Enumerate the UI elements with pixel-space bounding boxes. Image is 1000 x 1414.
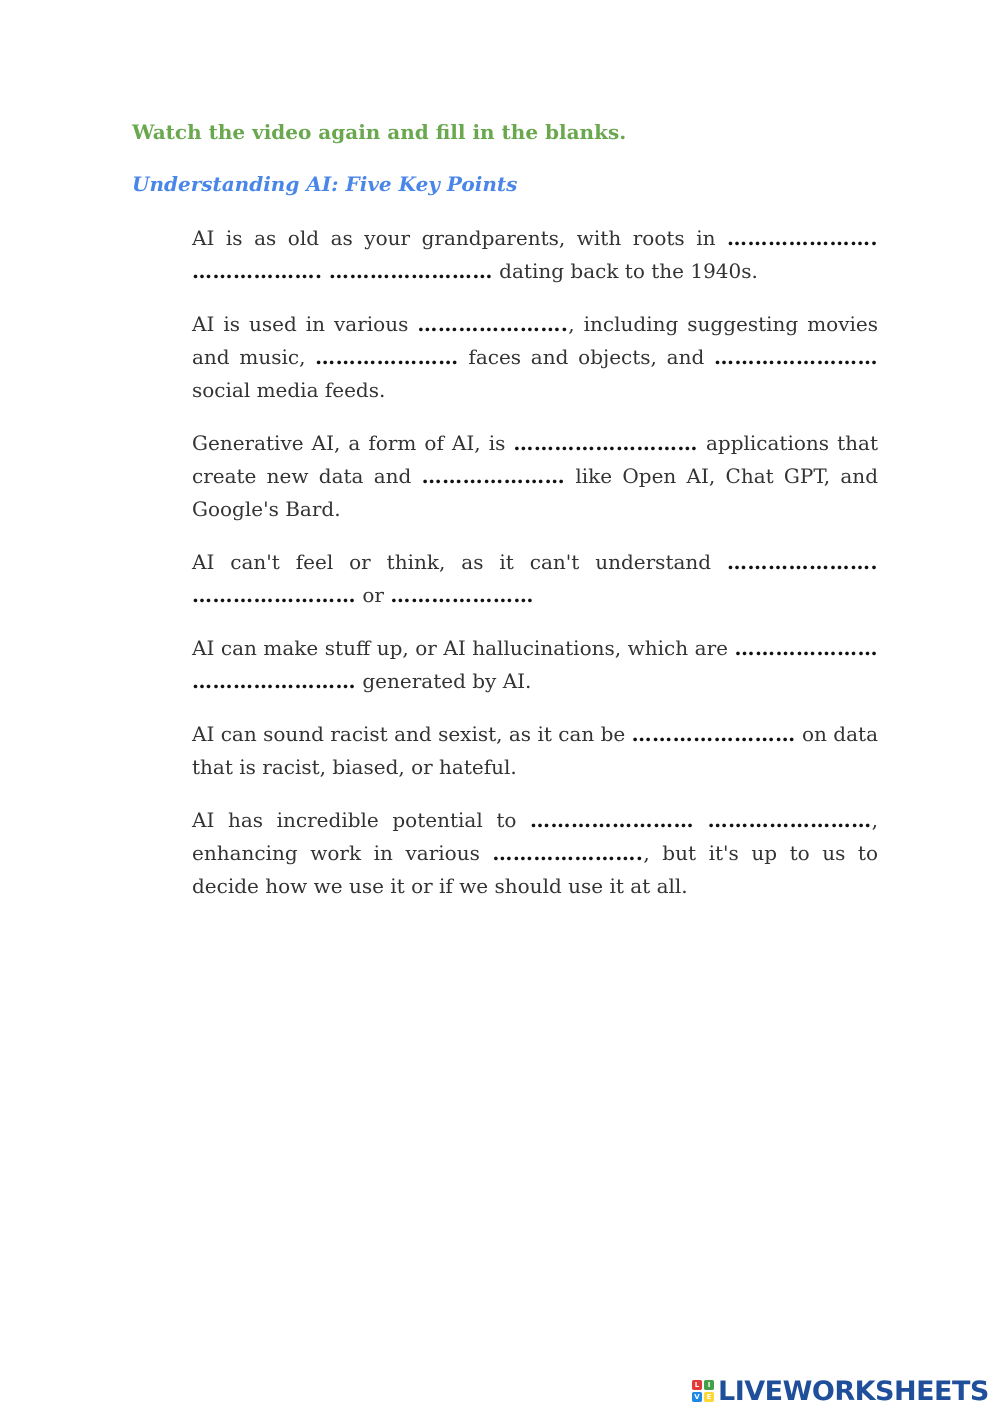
blank-field[interactable]: …………………… <box>631 722 796 746</box>
blank-field[interactable]: ……………………… <box>513 431 698 455</box>
text: AI can make stuff up, or AI hallucinations, which are <box>192 636 735 660</box>
text: , but it's up to us to decide how we use it or if we should use it at all. <box>192 841 878 898</box>
section-subtitle: Understanding AI: Five Key Points <box>132 172 518 196</box>
instruction-heading: Watch the video again and fill in the blanks. <box>132 120 627 144</box>
text: faces and objects, and <box>458 345 714 369</box>
blank-field[interactable]: …………………… <box>192 583 356 607</box>
paragraph-generative-ai <box>192 427 878 526</box>
logo-square-i: I <box>704 1380 714 1390</box>
logo-square-v: V <box>692 1392 702 1402</box>
text: on data that is racist, biased, or hateful. <box>192 722 878 779</box>
paragraph-bias <box>192 718 878 784</box>
blank-field[interactable]: …………………. <box>727 550 878 574</box>
worksheet-body <box>192 222 878 923</box>
text: AI can't feel or think, as it can't understand <box>192 550 728 574</box>
liveworksheets-logo <box>692 1374 989 1408</box>
text: generated by AI. <box>356 669 532 693</box>
paragraph-potential <box>192 804 878 903</box>
text: AI is as old as your grandparents, with roots in <box>192 226 728 250</box>
logo-square-e: E <box>704 1392 714 1402</box>
text: or <box>356 583 391 607</box>
text: AI can sound racist and sexist, as it can be <box>192 722 632 746</box>
blank-field[interactable]: …………………… <box>530 808 695 832</box>
blank-field[interactable]: ………………… …………………… <box>192 636 878 693</box>
text: dating back to the 1940s. <box>492 259 758 283</box>
text: applications that create new data and <box>192 431 878 488</box>
text: social media feeds. <box>192 378 386 402</box>
blank-field[interactable]: ………………… <box>390 583 534 607</box>
blank-field[interactable]: …………………. <box>417 312 569 336</box>
logo-text: LIVEWORKSHEETS <box>718 1375 989 1407</box>
blank-field[interactable]: …………………… <box>707 808 872 832</box>
blank-field[interactable]: …………………. ………………. <box>192 226 878 283</box>
blank-field[interactable]: …………………. <box>492 841 644 865</box>
text: Generative AI, a form of AI, is <box>192 431 514 455</box>
blank-field[interactable]: ………………… <box>421 464 566 488</box>
paragraph-hallucinations <box>192 632 878 698</box>
paragraph-ai-history <box>192 222 878 288</box>
blank-field[interactable]: …………………… <box>328 259 493 283</box>
text: , including suggesting movies and music, <box>192 312 878 369</box>
blank-field[interactable]: ………………… <box>315 345 459 369</box>
text: AI has incredible potential to <box>192 808 531 832</box>
text <box>694 808 708 832</box>
text: , enhancing work in various <box>192 808 878 865</box>
blank-field[interactable]: …………………… <box>714 345 878 369</box>
logo-mark-icon <box>692 1380 714 1402</box>
text: like Open AI, Chat GPT, and Google's Bard. <box>192 464 878 521</box>
text: AI is used in various <box>192 312 418 336</box>
paragraph-ai-feelings <box>192 546 878 612</box>
paragraph-ai-uses <box>192 308 878 407</box>
logo-square-l: L <box>692 1380 702 1390</box>
